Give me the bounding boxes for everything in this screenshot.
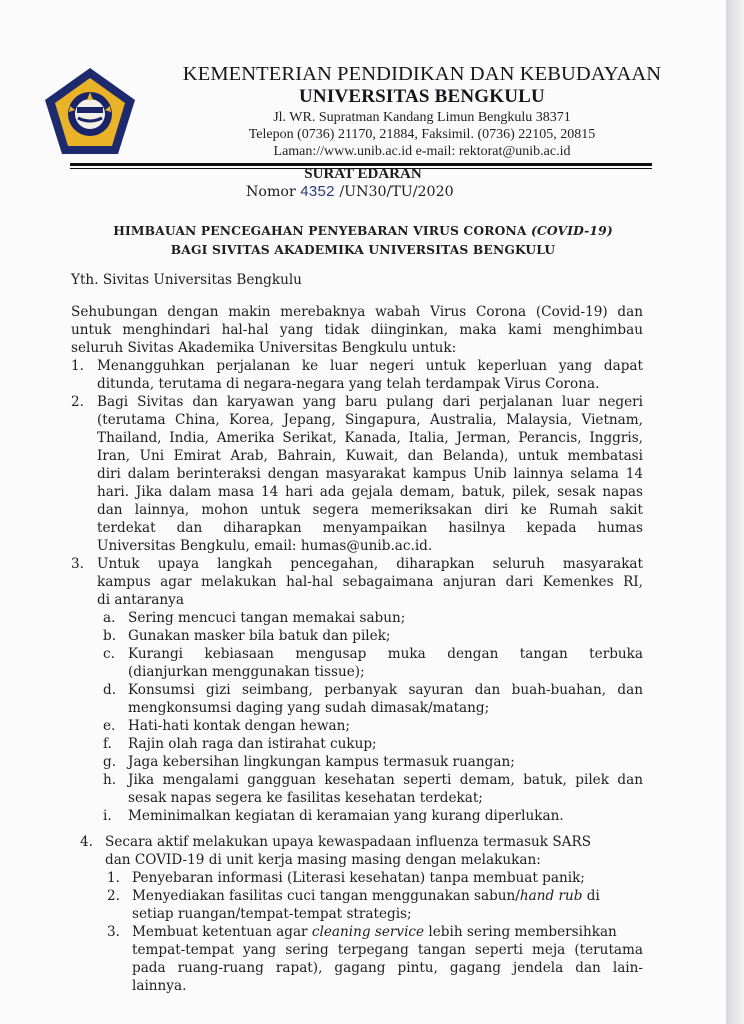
- item-line: Universitas Bengkulu, email: humas@unib.ac.id.: [97, 538, 433, 554]
- item-line: di antaranya: [97, 592, 184, 608]
- item-line: Untuk upaya langkah pencegahan, diharapkan seluruh masyarakat: [97, 556, 643, 572]
- sub-letter: d.: [103, 682, 117, 698]
- subject-text: HIMBAUAN PENCEGAHAN PENYEBARAN VIRUS CORONA: [113, 223, 531, 238]
- sub-letter: h.: [103, 772, 117, 788]
- sub-item-text: Menyediakan fasilitas cuci tangan menggunakan sabun/: [132, 888, 520, 904]
- intro-line: seluruh Sivitas Akademika Universitas Bengkulu untuk:: [71, 340, 457, 356]
- university-name: UNIVERSITAS BENGKULU: [299, 86, 545, 107]
- sub-item-line: Hati-hati kontak dengan hewan;: [128, 718, 350, 734]
- intro-line: Sehubungan dengan makin merebaknya wabah Virus Corona (Covid-19) dan: [71, 304, 643, 320]
- sub-item-text: di: [582, 888, 600, 904]
- sub-item-line: [132, 923, 617, 941]
- sub-item-text: Membuat ketentuan agar: [132, 924, 312, 940]
- sub-item-line: setiap ruangan/tempat-tempat strategis;: [132, 906, 412, 922]
- item-line: Bagi Sivitas dan karyawan yang baru pulang dari perjalanan luar negeri: [97, 394, 643, 410]
- sub-item-line: Rajin olah raga dan istirahat cukup;: [128, 736, 377, 752]
- sub-item-line: Konsumsi gizi seimbang, perbanyak sayuran dan buah-buahan, dan: [128, 682, 643, 698]
- sub-letter: g.: [103, 754, 117, 770]
- sub-item-line: Gunakan masker bila batuk dan pilek;: [128, 628, 391, 644]
- sub-item-italic: hand rub: [519, 888, 583, 904]
- sub-item-line: mengkonsumsi daging yang sudah dimasak/matang;: [128, 700, 490, 716]
- sub-letter: b.: [103, 628, 117, 644]
- salutation: Yth. Sivitas Universitas Bengkulu: [71, 272, 302, 288]
- sub-letter: a.: [103, 610, 116, 626]
- item-line: (terutama China, Korea, Jepang, Singapura, Australia, Malaysia, Vietnam,: [97, 412, 643, 428]
- item-line: kampus agar melakukan hal-hal sebagaimana anjuran dari Kemenkes RI,: [97, 574, 643, 590]
- sub-letter: e.: [103, 718, 116, 734]
- sub-item-line: Sering mencuci tangan memakai sabun;: [128, 610, 406, 626]
- item-number: 1.: [71, 358, 84, 374]
- sub-item-line: lainnya.: [132, 978, 187, 994]
- intro-line: untuk menghindari hal-hal yang tidak diinginkan, maka kami menghimbau: [71, 322, 643, 338]
- item-line: Iran, Uni Emirat Arab, Bahrain, Kuwait, dan Belanda), untuk membatasi: [97, 448, 643, 464]
- sub-item-line: tempat-tempat yang sering terpegang tangan seperti meja (terutama: [132, 942, 643, 958]
- subject-covid: (COVID-19): [530, 223, 613, 238]
- sub-item-text: lebih sering membersihkan: [424, 924, 617, 940]
- item-line: diri dalam berinteraksi dengan masyarakat kampus Unib lainnya selama 14: [97, 466, 643, 482]
- telephone-line: Telepon (0736) 21170, 21884, Faksimil. (0736) 22105, 20815: [248, 127, 596, 142]
- sub-item-line: [132, 887, 600, 905]
- web-email-line: Laman://www.unib.ac.id e-mail: rektorat@unib.ac.id: [273, 144, 571, 159]
- item-line: Thailand, India, Amerika Serikat, Kanada, Italia, Jerman, Perancis, Inggris,: [97, 430, 643, 446]
- sub-letter: i.: [103, 808, 112, 824]
- sub-number: 3.: [107, 924, 120, 940]
- item-line: Menangguhkan perjalanan ke luar negeri untuk keperluan yang dapat: [97, 358, 643, 374]
- item-number: 4.: [80, 834, 93, 850]
- sub-item-line: Kurangi kebiasaan mengusap muka dengan tangan terbuka: [128, 646, 643, 662]
- item-line: dan lainnya, mohon untuk segera memeriksakan diri ke Rumah sakit: [97, 502, 643, 518]
- letter-number: [246, 183, 454, 200]
- letter-type: SURAT EDARAN: [304, 166, 422, 182]
- subject-line-2: BAGI SIVITAS AKADEMIKA UNIVERSITAS BENGKULU: [170, 242, 556, 257]
- sub-item-line: (dianjurkan menggunakan tissue);: [128, 664, 365, 680]
- university-logo: [42, 66, 138, 158]
- number-prefix: Nomor: [246, 184, 301, 200]
- sub-item-italic: cleaning service: [311, 924, 425, 940]
- subject-line-1: [0, 223, 726, 238]
- sub-item-line: Jaga kebersihan lingkungan kampus termasuk ruangan;: [128, 754, 515, 770]
- ministry-name: KEMENTERIAN PENDIDIKAN DAN KEBUDAYAAN: [182, 63, 662, 85]
- item-line: hari. Jika dalam masa 14 hari ada gejala demam, batuk, pilek, sesak napas: [97, 484, 643, 500]
- sub-item-line: Jika mengalami gangguan kesehatan seperti demam, batuk, pilek dan: [128, 772, 643, 788]
- number-handwritten: 4352: [300, 183, 335, 200]
- sub-number: 2.: [107, 888, 120, 904]
- sub-item-line: Penyebaran informasi (Literasi kesehatan) tanpa membuat panik;: [132, 870, 585, 886]
- address-line: Jl. WR. Supratman Kandang Limun Bengkulu 38371: [273, 110, 571, 125]
- item-line: ditunda, terutama di negara-negara yang telah terdampak Virus Corona.: [97, 376, 600, 392]
- sub-item-line: pada ruang-ruang rapat), gagang pintu, gagang jendela dan lain-: [132, 960, 643, 976]
- item-line: Secara aktif melakukan upaya kewaspadaan influenza termasuk SARS: [105, 834, 592, 850]
- scan-page-edge: [726, 0, 744, 1024]
- number-suffix: /UN30/TU/2020: [334, 184, 454, 200]
- sub-item-line: sesak napas segera ke fasilitas kesehatan terdekat;: [128, 790, 483, 806]
- sub-letter: c.: [103, 646, 115, 662]
- item-line: dan COVID-19 di unit kerja masing masing dengan melakukan:: [105, 852, 541, 868]
- sub-number: 1.: [107, 870, 120, 886]
- item-number: 3.: [71, 556, 84, 572]
- item-number: 2.: [71, 394, 84, 410]
- item-line: terdekat dan diharapkan menyampaikan hasilnya kepada humas: [97, 520, 643, 536]
- sub-letter: f.: [103, 736, 112, 752]
- sub-item-line: Meminimalkan kegiatan di keramaian yang kurang diperlukan.: [128, 808, 564, 824]
